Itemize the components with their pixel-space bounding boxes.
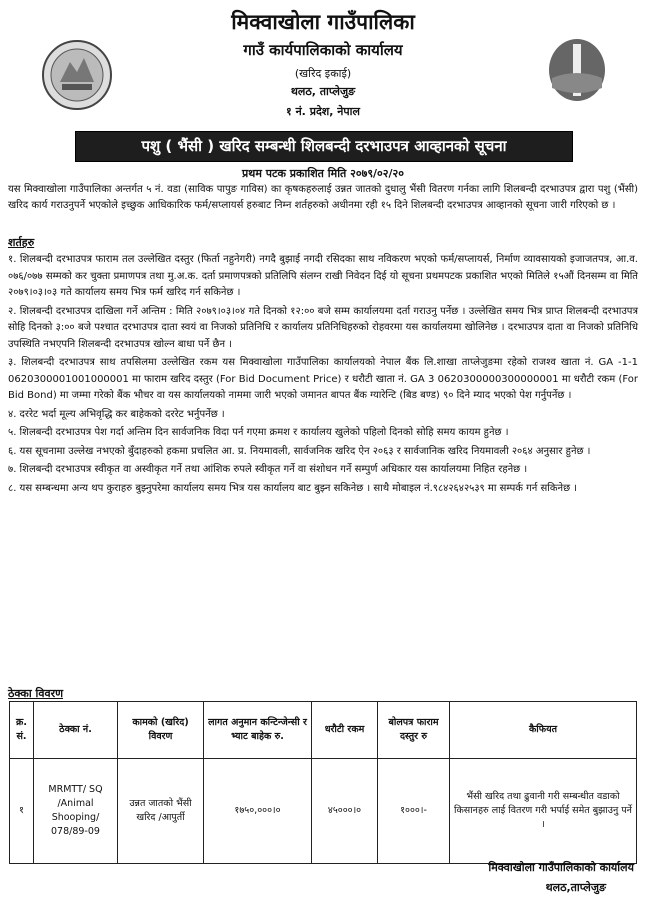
condition-item: ७. शिलबन्दी दरभाउपत्र स्वीकृत वा अस्वीकृत गर्ने तथा आंशिक रुपले स्वीकृत गर्ने वा संशोधन गर्ने सम्पुर्ण अधिकार यस कार्यालयमा निहित रहनेछ ।	[8, 464, 528, 475]
col-form-fee: बोलपत्र फाराम दस्तुर रु	[378, 702, 450, 759]
col-bid-bond: धरौटी रकम	[312, 702, 378, 759]
office-location: थलठ, ताप्लेजुङ	[290, 85, 356, 98]
publish-date: प्रथम पटक प्रकाशित मिति २०७९/०२/२०	[242, 167, 404, 180]
contract-details-heading: ठेक्का विवरण	[8, 687, 64, 700]
footer-office: मिक्वाखोला गाउँपालिकाको कार्यालय	[488, 861, 634, 874]
unit-name: (खरिद इकाई)	[294, 67, 352, 80]
condition-item: ५. शिलबन्दी दरभाउपत्र पेश गर्दा अन्तिम दिन सार्वजनिक विदा पर्न गएमा क्रमश र कार्यालय खुलेको पहिलो दिनको सोहि समय कायम हुनेछ ।	[8, 427, 509, 438]
waterfall-logo-icon	[548, 38, 606, 102]
footer-location: थलठ,ताप्लेजुङ	[545, 881, 606, 894]
table-row	[10, 759, 637, 864]
cell-bid-bond: ४५०००।०	[312, 759, 378, 864]
cell-description: उन्नत जातको भैंसी खरिद /आपुर्ती	[118, 759, 204, 864]
municipality-name: मिक्वाखोला गाउँपालिका	[231, 10, 415, 34]
conditions-heading: शर्तहरु	[8, 236, 35, 249]
condition-item: २. शिलबन्दी दरभाउपत्र दाखिला गर्ने अन्तिम : मिति २०७९।०३।०४ गते दिनको १२:०० बजे सम्म कार्यालयमा दर्ता गराउनु पर्नेछ । उल्लेखित समय भित्र प्राप्त शिलबन्दी दरभाउपत्र सोहि दिनको ३:०० बजे पश्चात दरभाउपत्र दाता स्वयं वा निजको प्रतिनिधि र कार्यालय प्रतिनिधिहरुको रोहवरमा यस कार्यालयमा खोलिनेछ । दरभाउपत्र दाता वा निजको प्रतिनिधि उपस्थिति नभएपनि शिलबन्दी दरभाउपत्र खोल्न बाधा पर्ने छैन ।	[8, 305, 638, 350]
condition-item: ८. यस सम्बन्धमा अन्य थप कुराहरु बुझ्नुपरेमा कार्यालय समय भित्र यस कार्यालय बाट बुझ्न सकिनेछ । साथै मोबाइल नं.९८४२६४२५३९ मा सम्पर्क गर्न सकिनेछ ।	[8, 482, 578, 494]
cell-contract-no: MRMTT/ SQ /Animal Shooping/ 078/89-09	[34, 759, 118, 864]
letterhead	[0, 0, 646, 122]
cell-cost-estimate: १७५०,०००।०	[204, 759, 312, 864]
col-remarks: कैफियत	[450, 702, 637, 759]
cell-serial: १	[10, 759, 34, 864]
condition-item: ४. दररेट भर्दा मूल्य अभिवृद्धि कर बाहेकको दररेट भर्नुपर्नेछ ।	[8, 408, 225, 420]
col-description: कामको (खरिद) विवरण	[118, 702, 204, 759]
province-name: १ नं. प्रदेश, नेपाल	[286, 105, 360, 118]
intro-paragraph: यस मिक्वाखोला गाउँपालिका अन्तर्गत ५ नं. वडा (साविक पापुङ गाविस) का कृषकहरुलाई उन्नत जातको दुधालु भैंसी वितरण गर्नका लागि शिलबन्दी दरभाउपत्र द्वारा पशु (भैंसी) खरिद कार्य गराउनुपर्ने भएकोले इच्छुक आधिकारिक फर्म/सप्लायर्स हरुबाट निम्न शर्तहरुको अधीनमा रही १५ दिने शिलबन्दी दरभाउपत्र आव्हानको सूचना जारी गरिएको छ ।	[8, 184, 638, 211]
col-cost-estimate: लागत अनुमान कन्टिन्जेन्सी र भ्याट बाहेक रु.	[204, 702, 312, 759]
col-serial: क्र. सं.	[10, 702, 34, 759]
contract-table	[9, 701, 637, 864]
col-contract-no: ठेक्का नं.	[34, 702, 118, 759]
notice-title: पशु ( भैंसी ) खरिद सम्बन्धी शिलबन्दी दरभाउपत्र आव्हानको सूचना	[75, 131, 573, 162]
table-header-row	[10, 702, 637, 759]
condition-item: ३. शिलबन्दी दरभाउपत्र साथ तपसिलमा उल्लेखित रकम यस मिक्वाखोला गाउँपालिका कार्यालयको नेपाल बैंक लि.शाखा ताप्लेजुङमा रहेको राजश्व खाता नं. GA -1-1 0620300001001000001 मा फाराम खरिद दस्तुर (For Bid Document Price) र धरौटी खाता नं. GA 3 0620300000300000001 मा धरौटी रकम (For Bid Bond) मा जम्मा गरेको बैंक भौचर वा यस कार्यालयको नाममा जारी भएको जमानत बापत बैंक ग्यारेन्टि (बिड बण्ड) ९० दिने म्याद भएको पेश गर्नुपर्नेछ ।	[8, 357, 638, 401]
condition-item: १. शिलबन्दी दरभाउपत्र फाराम तल उल्लेखित दस्तुर (फिर्ता नहुनेगरी) नगदै बुझाई नगदी रसिदका साथ नविकरण भएको फर्म/सप्लायर्स, निर्माण व्यावसायको इजाजतपत्र, आ.व. ०७६/०७७ सम्मको कर चुक्ता प्रमाणपत्र तथा मु.अ.क. दर्ता प्रमाणपत्रको प्रतिलिपि संलग्न राखी निवेदन दिई यो सूचना प्रथमपटक प्रकाशित भएको मितिले १५औं दिनसम्म वा मिति २०७९।०३।०३ गते कार्यालय समय भित्र फर्म खरिद गर्न सकिनेछ ।	[8, 254, 638, 298]
cell-remarks: भैंसी खरिद तथा ढुवानी गरी सम्बन्धीत वडाको किसानहरु लाई वितरण गरी भर्पाई समेत बुझाउनु पर्ने ।	[450, 759, 637, 864]
conditions-list	[8, 252, 638, 499]
cell-form-fee: १०००।-	[378, 759, 450, 864]
office-name: गाउँ कार्यपालिकाको कार्यालय	[243, 41, 403, 59]
condition-item: ६. यस सूचनामा उल्लेख नभएको बुँदाहरुको हकमा प्रचलित आ. प्र. नियमावली, सार्वजनिक खरिद ऐन २०६३ र सार्वजानिक खरिद नियमावली २०६४ अनुसार हुनेछ ।	[8, 445, 591, 457]
